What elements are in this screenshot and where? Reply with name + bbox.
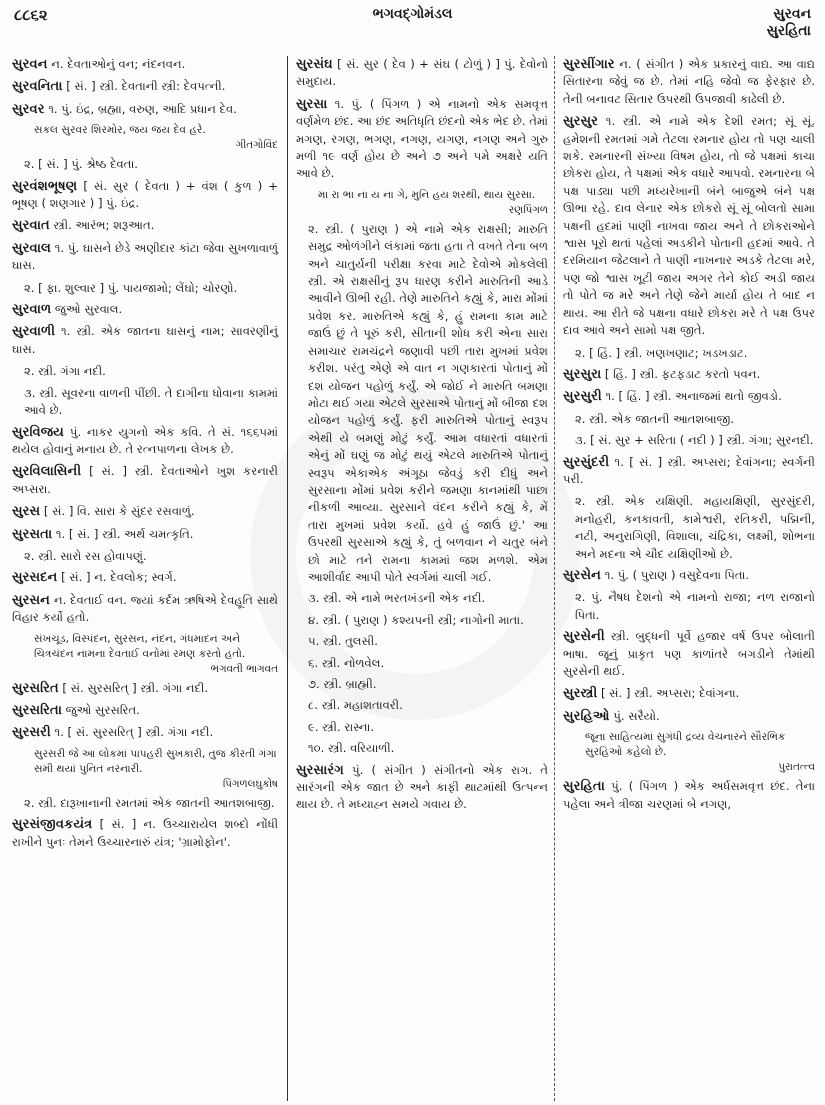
dictionary-entry bbox=[12, 569, 278, 586]
column-3 bbox=[563, 56, 815, 818]
headword: સુરવર bbox=[12, 101, 45, 117]
definition: [ સં. સુરસરિત્ ] સ્ત્રી. ગંગા નદી. bbox=[62, 680, 209, 695]
sub-sense: ૧૦. સ્ત્રી. વરિયાળી. bbox=[308, 741, 395, 756]
citation-quote bbox=[34, 747, 278, 792]
dictionary-entry bbox=[563, 567, 815, 584]
sub-sense: ૨. [ હિં. ] સ્ત્રી. ખણખણાટ; ખડખડાટ. bbox=[575, 345, 748, 360]
sub-sense: ૪. સ્ત્રી. ( પુરાણ ) કશ્યપની સ્ત્રી; નાગોની માતા. bbox=[308, 612, 524, 627]
definition: સ્ત્રી. આરંભ; શરૂઆત. bbox=[53, 218, 155, 233]
definition: ૧. સ્ત્રી. એ નામે એક દેશી રમત; સૂં સૂં. હમેશની રમતમાં ગમે તેટલા રમનાર હોય તો પણ ચાલી શકે. રમનારની સંખ્યા વિષમ હોય, તો જે પક્ષમાં કાચા છોકરા હોય, તે પક્ષમાં એક વધારે આપવો. રમનારના બે પક્ષ પાડ્યા પછી મધ્યરેખાની બંને બાજુએ બંને પક્ષ ઊભા રહે. દાવ લેનાર એક છોકરો સૂં સૂં બોલતો સામા પક્ષની હદમાં પાણી નાખવા જાય અને તે છોકરાઓને શ્વાસ પૂરો થતાં પહેલાં અડકીને પોતાની હદમાં આવે. તે દરમિયાન જેટલાને તે પાણી નાખનાર અડકે તેટલા મરે, પણ જો શ્વાસ ખૂટી જાય અગર તેને કોઈ અડી જાય તો પોતે જ મરે અને તેણે જેને માર્યા હોય તે બાદ ન થાય. આ રીતે જે પક્ષના વધારે છોકરા મરે તે પક્ષ ઉપર દાવ આવે અને સામો પક્ષ જીતે. bbox=[563, 114, 816, 338]
headword: સુરસુંદરી bbox=[563, 454, 610, 470]
definition: જુઓ સુરવાલ. bbox=[54, 302, 123, 317]
dictionary-entry bbox=[296, 96, 548, 183]
dictionary-entry bbox=[12, 301, 278, 318]
headword: સુરસુરા bbox=[563, 366, 602, 382]
quote-source: પુરાતત્ત્વ bbox=[778, 761, 815, 774]
definition: ૧. [ હિં. ] સ્ત્રી. અનાજમાં થતો જીવડો. bbox=[605, 389, 782, 404]
sub-sense: ૩. સ્ત્રી. એ નામે ભરતખંડની એક નદી. bbox=[308, 591, 486, 606]
dictionary-entry bbox=[12, 592, 278, 627]
headword: સુરસીંગાર bbox=[563, 57, 615, 72]
headword: સુરવન bbox=[12, 57, 48, 72]
sub-sense: ૨. [ સં. ] પું. શ્રેષ્ઠ દેવતા. bbox=[24, 157, 138, 172]
dictionary-entry bbox=[12, 217, 278, 234]
dictionary-entry bbox=[563, 113, 815, 339]
headword: સુરસરિતા bbox=[12, 702, 62, 718]
definition: પું. નાકર યુગનો એક કવિ. તે સં. ૧૬૬૫માં થયેલ હોવાનું મનાય છે. તે રત્નપાળના લેખક છે. bbox=[12, 424, 278, 456]
headword: સુરવંશભૂષણ bbox=[12, 178, 78, 194]
definition: [ હિં. ] સ્ત્રી. ફટફડાટ કરતો પવન. bbox=[604, 366, 761, 381]
definition: [ સં. સુર ( દેવ ) + સંઘ ( ટોળું ) ] પું. દેવોનો સમુદાય. bbox=[296, 57, 548, 89]
quote-text: સંખચૂડ, વિસ્પંદન, સુરસન, નંદન, ગંધમાદન અને ચિત્રચંદન નામના દેવતાઈ વનોમાં રમણ કરતો હતો. bbox=[34, 632, 246, 660]
headword: સુરસુરી bbox=[563, 389, 602, 405]
sub-sense: ૨. સ્ત્રી. એક જાતની આતશબાજી. bbox=[575, 411, 734, 426]
column-1 bbox=[12, 56, 278, 856]
dictionary-entry bbox=[12, 240, 278, 275]
page-number: ૮૮૬૨ bbox=[14, 6, 48, 24]
definition: [ સં. ] સ્ત્રી. દેવતાઓને ખુશ કરનારી અપ્સરા. bbox=[12, 464, 279, 496]
dictionary-entry bbox=[563, 708, 815, 725]
headword: સુરસ્ત્રી bbox=[563, 686, 598, 702]
dictionary-entry bbox=[12, 724, 278, 741]
sub-sense: ૨. સ્ત્રી. સારો રસ હોવાપણું. bbox=[24, 548, 147, 563]
sub-sense: ૨. સ્ત્રી. ( પુરાણ ) એ નામે એક રાક્ષસી; મારુતિ સમુદ્ર ઓળંગીને લંકામાં જતા હતા તે વખતે તેના બળ અને ચાતુર્યની પરીક્ષા કરવા માટે દેવોએ મોકલેલી સ્ત્રી. એ રાક્ષસીનું રૂપ ધારણ કરીને મારુતિની આડે આવીને ઊભી રહી. તેણે મારુતિને કહ્યું કે, મારા મોંમાં પ્રવેશ કર. મારુતિએ કહ્યું કે, હું રામના કામ માટે જાઉં છું તે પૂરું કરી, સીતાની શોધ કરી એના સારા સમાચાર રામચંદ્રને જણાવી પછી તારા મુખમાં પ્રવેશ કરીશ. પરંતુ એણે એ વાત ન ગણકારતાં પોતાનું મોં દશ યોજન પહોળું કર્યું. એ જોઈ ને મારુતિ બમણા મોટા થઈ ગયા એટલે સુરસાએ પોતાનું મોં બીજા દશ યોજન પહોળું કર્યું. ફરી મારુતિએ પોતાનું સ્વરૂપ એથી યે બમણું મોટું કર્યું. આમ વધારતાં વધારતાં એનું મોં ઘણું જ મોટું થયું એટલે મારુતિએ પોતાનું સ્વરૂપ એકાએક અંગૂઠા જેવડું કરી દીધું અને સુરસાના મોંમાં પ્રવેશ કરીને જમણા કાનમાંથી પાછા નીકળી આવ્યા. સુરસાને વંદન કરીને કહ્યું કે, મેં તારા મુખમાં પ્રવેશ કર્યો. હવે હું જાઉં છું.' આ ઉપરથી સુરસાએ કહ્યું કે, તું બળવાન ને ચતુર બંને છો માટે તને રામના કામમાં જશ મળશે. એમ આશીર્વાદ આપી પોતે સ્વર્ગમાં ચાલી ગઈ. bbox=[308, 221, 548, 584]
sub-sense: ૨. [ ફા. શુલ્વાર ] પું. પાયજામો; લેંઘો; ચોરણો. bbox=[24, 280, 238, 295]
sub-sense: ૨. સ્ત્રી. દારૂખાનાની રમતમાં એક જાતની આતશબાજી. bbox=[24, 795, 275, 810]
sub-sense: ૯. સ્ત્રી. રાસ્ના. bbox=[308, 719, 375, 734]
headword: સુરસન bbox=[12, 592, 51, 608]
definition: ૧. [ સં. ] સ્ત્રી. અર્થ ચમત્કૃતિ. bbox=[55, 526, 194, 541]
dictionary-entry bbox=[12, 78, 278, 95]
dictionary-entry bbox=[296, 762, 548, 814]
citation-quote bbox=[585, 730, 815, 775]
headword: સુરસંઘ bbox=[296, 57, 333, 72]
guide-word-last: સુરહિતા bbox=[766, 23, 811, 39]
dictionary-entry bbox=[12, 101, 278, 118]
headword: સુરસતા bbox=[12, 526, 53, 542]
guide-word-first: સુરવન bbox=[773, 6, 811, 22]
citation-quote bbox=[34, 123, 278, 153]
quote-text: સુરસરી જે આ લોકમાં પાપહરી સુખકારી, તુજ કીરતી ગંગા સમી થયાં પુનિત નરનારી. bbox=[34, 747, 277, 775]
definition: [ સં. સુર ( દેવતા ) + વંશ ( કુળ ) + ભૂષણ ( શણગાર ) ] પું. ઇંદ્ર. bbox=[12, 178, 278, 211]
definition: ૧. પું. ઇંદ્ર, બ્રહ્મા, વરુણ, આદિ પ્રધાન દેવ. bbox=[48, 101, 237, 116]
headword: સુરવાત bbox=[12, 218, 50, 234]
definition: સ્ત્રી. બુદ્ધની પૂર્વે હજાર વર્ષ ઉપર બોલાતી ભાષા. જૂનું પ્રાકૃત પણ કાળાંતરે બગડીને તેમાંથી સુરસેની થઈ. bbox=[563, 629, 815, 678]
definition: ન. દેવતાઓનું વન; નંદનવન. bbox=[51, 57, 186, 71]
dictionary-entry bbox=[563, 366, 815, 383]
dictionary-entry bbox=[563, 685, 815, 702]
headword: સુરસેની bbox=[563, 629, 605, 645]
definition: ૧. પું. ( પુરાણ ) વસુદેવના પિતા. bbox=[604, 567, 750, 582]
definition: [ સં. ] સ્ત્રી. દેવતાની સ્ત્રી: દેવપત્ની. bbox=[66, 79, 226, 94]
quote-source: પિંગળલઘુકોષ bbox=[222, 777, 278, 790]
headword: સુરવાળ bbox=[12, 302, 52, 318]
citation-quote bbox=[318, 188, 548, 218]
sub-sense: ૨. સ્ત્રી. એક યક્ષિણી. મહાયક્ષિણી, સુરસુંદરી, મનોહરી, કનકાવતી, કામેશ્વરી, રતિકરી, પદ્મિની, નટી, અનુરાગિણી, વિશાલા, ચંદ્રિકા, લક્ષ્મી, શોભના અને મદના એ ચૌદ યક્ષિણીઓ છે. bbox=[575, 494, 815, 561]
headword: સુરસેન bbox=[563, 567, 602, 583]
headword: સુરવિજય bbox=[12, 424, 64, 440]
headword: સુરસરી bbox=[12, 725, 51, 741]
sub-sense: ૨. સ્ત્રી. ગંગા નદી. bbox=[24, 364, 106, 379]
definition: [ સં. ] ન. દેવલોક; સ્વર્ગ. bbox=[61, 570, 177, 585]
definition: ૧. સ્ત્રી. એક જાતના ઘાસનું નામ; સાવરણીનું ઘાસ. bbox=[12, 324, 278, 356]
headword: સુરવાલ bbox=[12, 240, 51, 256]
dictionary-entry bbox=[563, 454, 815, 489]
headword: સુરસુર bbox=[563, 114, 598, 130]
definition: પું. ( સંગીત ) સંગીતનો એક રાગ. તે સારંગની એક જાત છે અને કાફી થાટમાંથી ઉત્પન્ન થાય છે. તે મધ્યાહ્ન સમયે ગવાય છે. bbox=[296, 762, 549, 812]
sub-sense: ૩. [ સં. સુર + સરિતા ( નદી ) ] સ્ત્રી. ગંગા; સુરનદી. bbox=[575, 433, 814, 448]
dictionary-entry bbox=[563, 778, 815, 813]
definition: ન. દેવતાઈ વન. જ્યાં કર્દમ ઋષિએ દેવહૂતિ સાથે વિહાર કર્યો હતો. bbox=[12, 592, 279, 625]
dictionary-entry bbox=[12, 526, 278, 543]
dictionary-entry bbox=[12, 56, 278, 73]
headword: સુરહિતા bbox=[563, 779, 605, 795]
quote-source: ગીતગોવિંદ bbox=[235, 139, 278, 152]
headword: સુરસદન bbox=[12, 570, 58, 586]
quote-text: મા રા ભા ના ય ના ગે, મુનિ હય શરથી, થાય સુરસા. bbox=[318, 188, 536, 201]
definition: ૧. [ સં. સુરસરિત્ ] સ્ત્રી. ગંગા નદી. bbox=[54, 725, 214, 740]
definition: જુઓ સુરસરિત. bbox=[65, 702, 140, 717]
headword: સુરસરિત bbox=[12, 680, 59, 696]
headword: સુરસા bbox=[296, 96, 328, 112]
sub-sense: ૮. સ્ત્રી. મહાશતાવરી. bbox=[308, 698, 403, 713]
headword: સુરવાળી bbox=[12, 324, 56, 340]
headword: સુરસારંગ bbox=[296, 762, 344, 778]
definition: પું. સરૈયો. bbox=[613, 708, 660, 723]
dictionary-entry bbox=[12, 503, 278, 520]
sub-sense: ૨. પું. નૈષધ દેશનો એ નામનો રાજા; નળ રાજાનો પિતા. bbox=[575, 590, 815, 622]
quote-source: રણપિંગળ bbox=[508, 203, 548, 216]
quote-source: ભગવતી ભાગવત bbox=[210, 662, 278, 675]
headword: સુરવિલાસિની bbox=[12, 464, 82, 480]
definition: ૧. પું. ( પિંગળ ) એ નામનો એક સમવૃત્ત વર્ણમેળ છંદ. આ છંદ અતિધૃતિ છંદનો એક ભેદ છે. તેમાં મગણ, રગણ, ભગણ, નગણ, યગણ, નગણ અને ગુરુ મળી ૧૯ વર્ણ હોય છે અને ૭ અને ૫મે અક્ષરે યતિ આવે છે. bbox=[296, 96, 548, 181]
dictionary-entry bbox=[563, 388, 815, 405]
citation-quote bbox=[34, 632, 278, 677]
column-2 bbox=[296, 56, 548, 819]
definition: પું. ( પિંગળ ) એક અર્ધસમવૃત્ત છંદ. તેના પહેલા અને ત્રીજા ચરણમાં બે નગણ, bbox=[563, 779, 815, 811]
quote-text: જૂના સાહિત્યમાં સુગંધી દ્રવ્ય વેચનારને સૌરભિક સુરહિઓ કહેલો છે. bbox=[585, 731, 786, 759]
dictionary-entry bbox=[296, 56, 548, 91]
definition: [ સં. ] વિ. સારા કે સુંદર રસવાળું. bbox=[43, 504, 195, 519]
dictionary-entry bbox=[12, 816, 278, 851]
guide-words bbox=[767, 6, 811, 40]
dictionary-entry bbox=[12, 680, 278, 697]
sub-sense: ૬. સ્ત્રી. નોળવેલ. bbox=[308, 655, 385, 670]
dictionary-entry bbox=[12, 702, 278, 719]
column-divider bbox=[554, 56, 555, 1101]
sub-sense: ૭. સ્ત્રી. બ્રાહ્મી. bbox=[308, 677, 377, 691]
book-title: ભગવદ્ગોમંડલ bbox=[372, 6, 453, 22]
column-divider bbox=[287, 56, 288, 1101]
dictionary-entry bbox=[12, 178, 278, 213]
definition: [ સં. ] સ્ત્રી. અપ્સરા; દેવાંગના. bbox=[600, 686, 740, 701]
headword: સુરસંજીવકયંત્ર bbox=[12, 817, 93, 833]
headword: સુરવનિતા bbox=[12, 79, 63, 95]
definition: ન. ( સંગીત ) એક પ્રકારનું વાદ્ય. આ વાદ્ય સિતારના જેવું જ છે. તેમાં નહિ જેવો જ ફેરફાર છે. તેની બનાવટ સિતાર ઉપરથી ઉપજાવી કાઢેલી છે. bbox=[563, 57, 816, 106]
dictionary-entry bbox=[12, 424, 278, 459]
definition: ૧. પું. ઘાસને છેડે અણીદાર કાંટા જેવા સુખળાવાળું ઘાસ. bbox=[12, 240, 279, 273]
dictionary-entry bbox=[12, 323, 278, 358]
headword: સુરહિઓ bbox=[563, 708, 610, 724]
definition: [ સં. ] ન. ઉચ્ચારાયેલ શબ્દો નોંધી રાખીને પુનઃ તેમને ઉચ્ચારનારું યંત્ર; 'ગ્રામોફોન'. bbox=[12, 817, 279, 849]
dictionary-entry bbox=[563, 628, 815, 680]
dictionary-entry bbox=[12, 463, 278, 498]
quote-text: સકલ સુરવર શિરમોર, જય જય દેવ હરે. bbox=[34, 124, 206, 137]
sub-sense: ૫. સ્ત્રી. તુલસી. bbox=[308, 634, 378, 649]
sub-sense: ૩. સ્ત્રી. સૂવરના વાળની પીંછી. તે દાગીના ધોવાના કામમાં આવે છે. bbox=[24, 385, 278, 418]
headword: સુરસ bbox=[12, 504, 41, 520]
definition: ૧. [ સં. ] સ્ત્રી. અપ્સરા; દેવાંગના; સ્વર્ગની પરી. bbox=[563, 454, 815, 486]
dictionary-entry bbox=[563, 56, 815, 108]
